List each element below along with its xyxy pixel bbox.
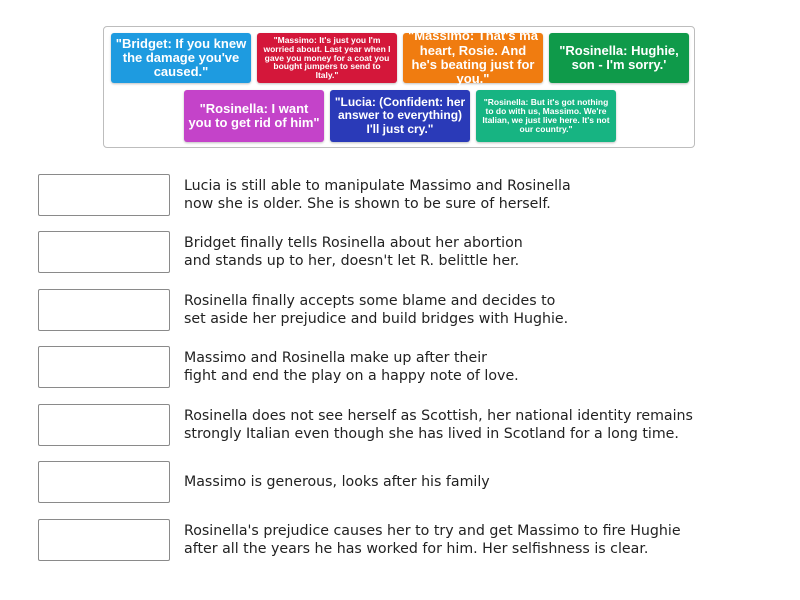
drop-slot[interactable]: [38, 289, 170, 331]
match-row: [38, 289, 738, 333]
tile-rosinella-get-rid[interactable]: "Rosinella: I want you to get rid of him": [184, 90, 324, 142]
row-description: Bridget finally tells Rosinella about her abortion and stands up to her, doesn't let R. belittle her.: [184, 235, 523, 269]
match-row: [38, 174, 738, 218]
drop-slot[interactable]: [38, 231, 170, 273]
row-description: Rosinella's prejudice causes her to try and get Massimo to fire Hughie after all the years he has worked for him. Her selfishness is clear.: [184, 523, 681, 557]
drop-slot[interactable]: [38, 519, 170, 561]
row-description: Lucia is still able to manipulate Massimo and Rosinella now she is older. She is shown to be sure of herself.: [184, 178, 571, 212]
tile-massimo-coat[interactable]: "Massimo: It's just you I'm worried about. Last year when I gave you money for a coat you bought jumpers to send to Italy.": [257, 33, 397, 83]
match-row: [38, 519, 738, 563]
drop-slot[interactable]: [38, 461, 170, 503]
match-row: [38, 231, 738, 275]
tile-rosinella-sorry[interactable]: "Rosinella: Hughie, son - I'm sorry.': [549, 33, 689, 83]
tile-massimo-heart[interactable]: "Massimo: That's ma heart, Rosie. And he's beating just for you.": [403, 33, 543, 83]
match-row: [38, 404, 738, 448]
row-description: Rosinella finally accepts some blame and decides to set aside her prejudice and build bridges with Hughie.: [184, 293, 569, 327]
tile-lucia-cry[interactable]: "Lucia: (Confident: her answer to everything) I'll just cry.": [330, 90, 470, 142]
match-row: [38, 346, 738, 390]
tile-rosinella-not-our-country[interactable]: "Rosinella: But it's got nothing to do with us, Massimo. We're Italian, we just live here. It's not our country.": [476, 90, 616, 142]
drop-slot[interactable]: [38, 404, 170, 446]
match-row: [38, 461, 738, 505]
row-description: Massimo is generous, looks after his family: [184, 474, 490, 490]
row-description: Rosinella does not see herself as Scottish, her national identity remains strongly Italian even though she has lived in Scotland for a long time.: [184, 408, 693, 442]
tile-bridget-damage[interactable]: "Bridget: If you knew the damage you've caused.": [111, 33, 251, 83]
drop-slot[interactable]: [38, 174, 170, 216]
row-description: Massimo and Rosinella make up after their fight and end the play on a happy note of love.: [184, 350, 519, 384]
drop-slot[interactable]: [38, 346, 170, 388]
